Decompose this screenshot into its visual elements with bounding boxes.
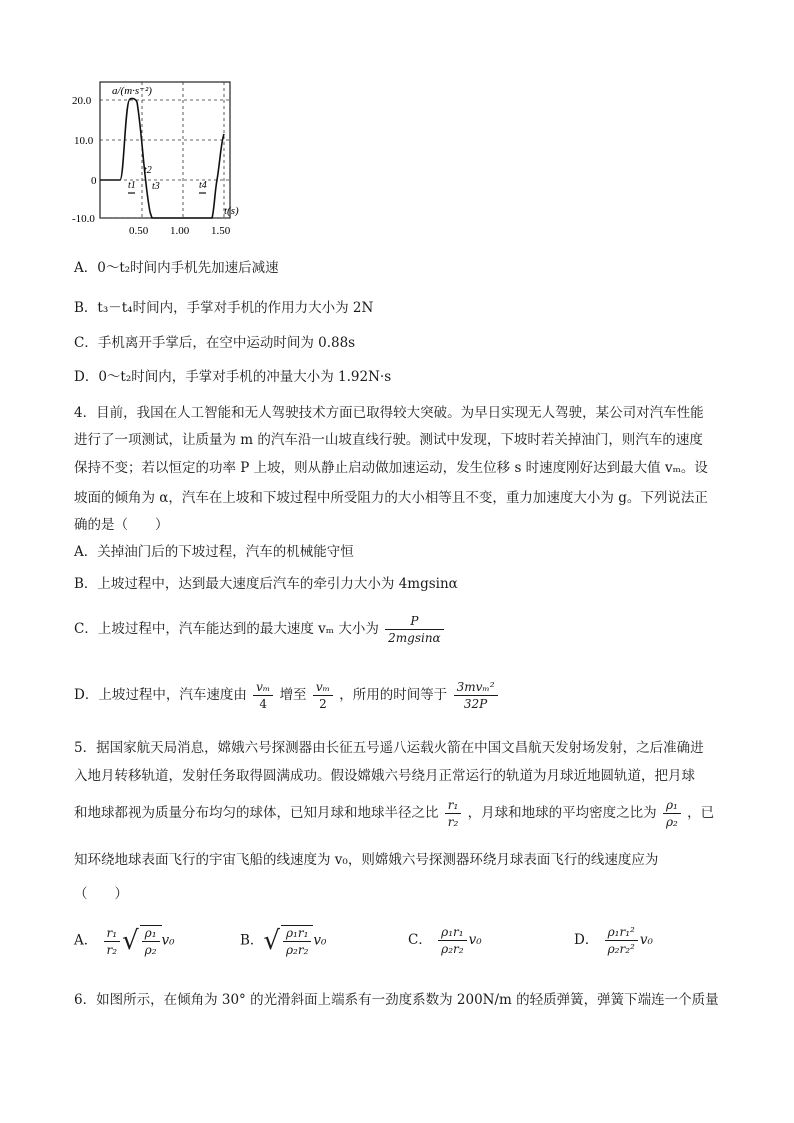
option-tail: v₀ [161,932,175,949]
fraction-numerator: vₘ [313,680,333,696]
y-tick-label: 10.0 [74,135,94,147]
y-tick-label: -10.0 [72,213,95,225]
acceleration-time-graph [72,72,252,238]
graph-frame [100,82,230,218]
acceleration-curve [100,98,224,218]
fraction-denominator: 2 [319,697,327,711]
sqrt-body [140,925,162,957]
option-tail: v₀ [639,932,653,948]
y-tick-label: 20.0 [72,95,92,107]
fraction [663,798,681,829]
q4-stem-line: 确的是（ ） [74,517,169,533]
q5-stem-line: 5．据国家航天局消息，嫦娥六号探测器由长征五号遥八运载火箭在中国文昌航天发射场发射，之后准确进 [74,740,704,756]
q4-option-c-text: C．上坡过程中，汽车能达到的最大速度 vₘ 大小为 [74,621,379,637]
fraction-numerator: r₁ [104,926,121,942]
fraction-numerator: ρ₁ [142,926,160,942]
q5-text: ，已 [687,805,715,821]
fraction-denominator: 4 [259,697,268,711]
q4-stem-line: 4．目前，我国在人工智能和无人驾驶技术方面已取得较大突破。为早日实现无人驾驶，某公司对汽车性能 [74,405,704,421]
fraction-denominator: r₂ [106,942,118,957]
fraction-numerator: P [385,614,444,630]
q5-text: ，月球和地球的平均密度之比为 [467,805,657,821]
fraction-numerator: ρ₁r₁ [283,926,311,942]
fraction [104,926,121,957]
fraction [283,926,311,957]
fraction [313,680,333,711]
q4-option-a: A．关掉油门后的下坡过程，汽车的机械能守恒 [74,544,354,560]
q4-option-b: B．上坡过程中，达到最大速度后汽车的牵引力大小为 4mgsinα [74,576,458,592]
fraction-denominator: ρ₂ [144,943,157,957]
q4-option-d-text: D．上坡过程中，汽车速度由 [74,687,247,703]
x-tick-label: 0.50 [129,225,149,237]
y-tick-label: 0 [91,175,97,187]
q4-stem-line: 坡面的倾角为 α，汽车在上坡和下坡过程中所受阻力的大小相等且不变，重力加速度大小为 g。下列说法正 [74,490,708,506]
q3-option-b: B．t₃－t₄时间内，手掌对手机的作用力大小为 2N [74,300,374,316]
q4-stem-line: 进行了一项测试，让质量为 m 的汽车沿一山坡直线行驶。测试中发现，下坡时若关掉油门，则汽车的速度 [74,432,703,448]
q5-stem-line: 入地月转移轨道，发射任务取得圆满成功。假设嫦娥六号绕月正常运行的轨道为月球近地圆轨道，把月球 [74,768,695,784]
marker-t1: t1 [128,180,136,191]
q5-stem-line [74,798,714,829]
marker-t3: t3 [152,181,160,192]
fraction-numerator: ρ₁r₁² [605,925,638,941]
q5-text: 和地球都视为质量分布均匀的球体，已知月球和地球半径之比 [74,805,439,821]
fraction-denominator: ρ₂r₂ [286,943,309,957]
q4-option-d [74,680,500,711]
q5-option-d [574,925,653,956]
option-label: A． [74,932,98,949]
q4-stem-line: 保持不变；若以恒定的功率 P 上坡，则从静止启动做加速运动，发生位移 s 时速度刚好达到最大值 vₘ。设 [74,460,708,476]
sqrt-body [281,925,313,957]
fraction-denominator: 2mgsinα [388,631,441,645]
fraction [142,926,160,957]
q6-stem-line: 6．如图所示，在倾角为 30° 的光滑斜面上端系有一劲度系数为 200N/m 的轻质弹簧，弹簧下端连一个质量 [74,992,719,1008]
fraction-denominator: r₂ [447,815,459,829]
option-tail: v₀ [468,932,482,948]
q5-option-a [74,925,175,957]
q5-stem-line: （ ） [74,886,128,902]
fraction [454,680,498,711]
q4-option-d-text: 增至 [279,687,307,703]
fraction [438,925,466,956]
sqrt-icon: √ [263,926,280,956]
q5-option-c [408,925,482,956]
q4-option-c-fraction [385,614,444,645]
option-label: B． [240,932,264,949]
fraction-numerator: ρ₁ [663,798,681,814]
q4-option-c [74,614,446,645]
fraction-denominator: ρ₂ [665,815,678,829]
q3-option-d: D．0～t₂时间内，手掌对手机的冲量大小为 1.92N·s [74,369,392,385]
q3-option-a: A．0～t₂时间内手机先加速后减速 [74,260,279,276]
q5-stem-line: 知环绕地球表面飞行的宇宙飞船的线速度为 v₀，则嫦娥六号探测器环绕月球表面飞行的线速度应为 [74,852,659,868]
x-axis-label: t(s) [224,205,239,217]
fraction-numerator: r₁ [445,798,462,814]
fraction-numerator: vₘ [253,680,273,696]
fraction [605,925,638,956]
q5-option-b [240,925,326,957]
option-label: C． [408,932,432,948]
option-label: D． [574,932,599,948]
fraction-numerator: 3mvₘ² [454,680,498,696]
q3-option-c: C．手机离开手掌后，在空中运动时间为 0.88s [74,335,356,351]
q4-option-d-text: ，所用的时间等于 [339,687,448,703]
fraction-denominator: 32P [463,697,488,711]
x-tick-label: 1.50 [211,225,231,237]
marker-t4: t4 [199,180,207,191]
fraction-denominator: ρ₂r₂ [441,942,464,956]
sqrt-icon: √ [122,926,139,956]
y-axis-label: a/(m·s⁻²) [112,85,152,97]
graph-gridlines [100,82,230,218]
fraction [253,680,273,711]
fraction-denominator: ρ₂r₂² [607,942,635,956]
marker-t2: t2 [144,165,152,176]
fraction-numerator: ρ₁r₁ [438,925,466,941]
x-tick-label: 1.00 [170,225,190,237]
fraction [445,798,462,829]
option-tail: v₀ [313,932,327,949]
